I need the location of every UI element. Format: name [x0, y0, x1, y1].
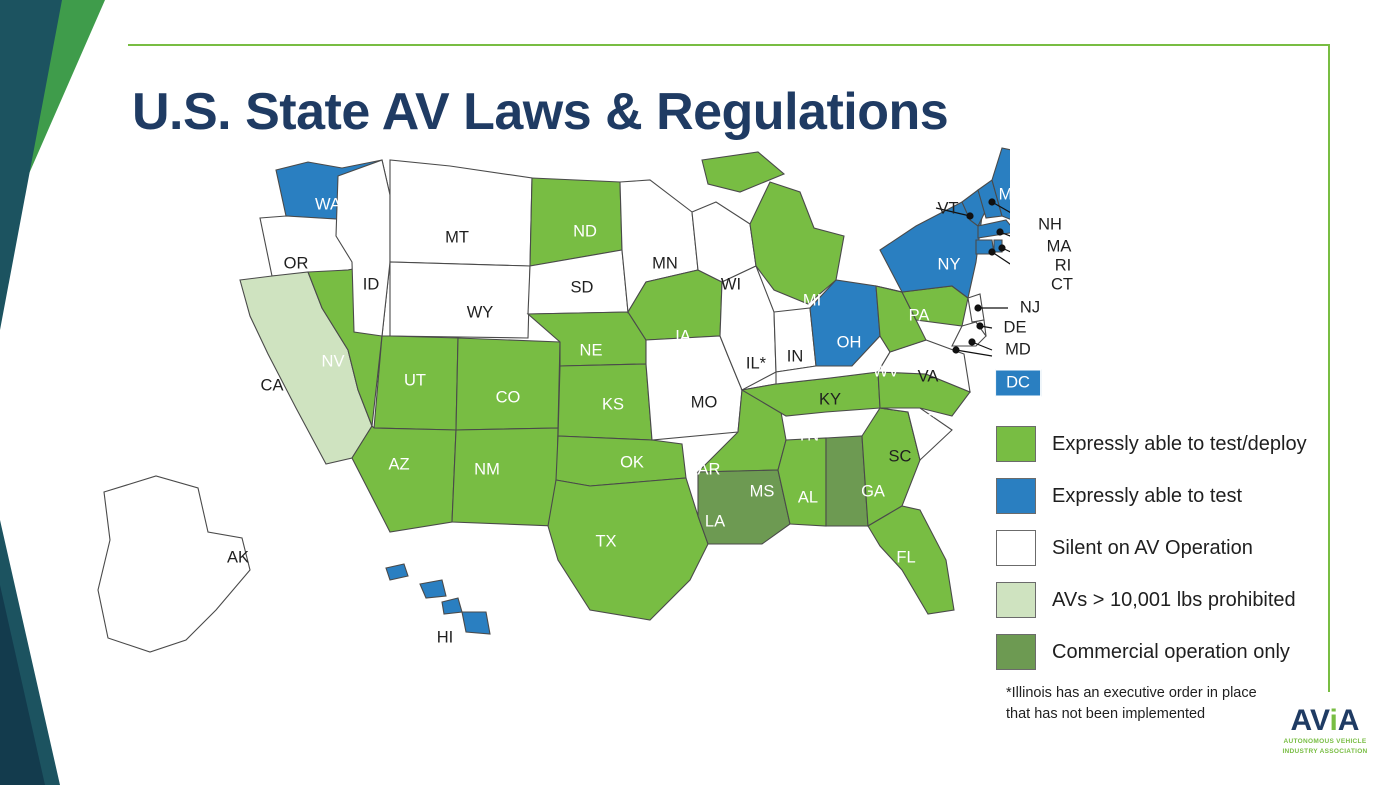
state-label-co: CO: [495, 388, 521, 407]
page-title: U.S. State AV Laws & Regulations: [132, 83, 949, 141]
state-shape-mt: [390, 160, 532, 266]
state-label-tx: TX: [595, 532, 617, 551]
state-label-va: VA: [917, 367, 939, 386]
legend-swatch-weight-limit: [996, 582, 1036, 618]
state-label-ks: KS: [601, 395, 625, 414]
map-legend: [996, 418, 1376, 678]
state-label-ms: MS: [749, 482, 775, 501]
state-label-de: DE: [1003, 318, 1027, 337]
state-label-tn: TN: [797, 426, 819, 445]
state-label-hi: HI: [436, 628, 454, 647]
legend-label-test-deploy: Expressly able to test/deploy: [1052, 432, 1307, 455]
state-label-nc: NC: [912, 411, 936, 430]
logo-subtitle-line1: AUTONOMOUS VEHICLE: [1283, 738, 1367, 745]
state-label-nd: ND: [573, 222, 597, 241]
state-label-ne: NE: [579, 341, 603, 360]
state-label-ri: RI: [1054, 256, 1072, 275]
legend-label-commercial: Commercial operation only: [1052, 640, 1290, 663]
state-label-mo: MO: [690, 393, 718, 412]
state-label-az: AZ: [388, 455, 410, 474]
state-label-oh: OH: [836, 333, 862, 352]
state-label-wa: WA: [315, 195, 341, 214]
logo-mark-av: AV: [1290, 704, 1330, 737]
state-label-mn: MN: [652, 254, 678, 273]
legend-label-weight-limit: AVs > 10,001 lbs prohibited: [1052, 588, 1296, 611]
state-label-nm: NM: [474, 460, 500, 479]
legend-label-silent: Silent on AV Operation: [1052, 536, 1253, 559]
avia-logo: [1270, 706, 1380, 757]
legend-swatch-commercial: [996, 634, 1036, 670]
state-label-sc: SC: [888, 447, 912, 466]
state-label-nv: NV: [321, 352, 345, 371]
us-map: [90, 140, 1073, 680]
state-label-ca: CA: [260, 376, 284, 395]
state-label-mi: MI: [802, 291, 822, 310]
state-shape-la: [698, 470, 790, 544]
state-label-ct: CT: [1051, 275, 1073, 294]
legend-item-test-deploy: [996, 418, 1376, 470]
state-label-ak: AK: [226, 548, 250, 567]
state-shape-hi1: [386, 564, 408, 580]
footnote: *Illinois has an executive order in place that has not been implemented: [1006, 685, 1257, 723]
legend-item-weight-limit: [996, 574, 1376, 626]
logo-subtitle-line2: INDUSTRY ASSOCIATION: [1282, 748, 1368, 756]
state-shape-al: [826, 436, 868, 526]
state-label-wi: WI: [720, 275, 742, 294]
state-label-nj: NJ: [1019, 298, 1041, 317]
state-label-in: IN: [786, 347, 804, 366]
state-label-me: ME: [998, 185, 1024, 204]
state-shape-hi3: [442, 598, 462, 614]
state-label-ia: IA: [675, 327, 691, 346]
logo-wordmark: [1270, 706, 1380, 736]
state-label-md: MD: [1005, 340, 1031, 359]
logo-mark-i: i: [1329, 704, 1338, 737]
state-label-il: IL*: [745, 354, 767, 373]
state-label-ma: MA: [1046, 237, 1072, 256]
legend-item-silent: [996, 522, 1376, 574]
legend-swatch-silent: [996, 530, 1036, 566]
state-shape-az: [352, 426, 456, 532]
state-label-sd: SD: [570, 278, 594, 297]
state-shape-nm: [452, 428, 558, 526]
state-label-wy: WY: [466, 303, 494, 322]
legend-swatch-test: [996, 478, 1036, 514]
state-shape-ma: [978, 220, 1010, 238]
state-label-mt: MT: [445, 228, 469, 247]
state-label-fl: FL: [896, 548, 916, 567]
state-label-ok: OK: [620, 453, 644, 472]
state-label-vt: VT: [937, 199, 959, 218]
legend-label-test: Expressly able to test: [1052, 484, 1243, 507]
state-label-ky: KY: [818, 390, 842, 409]
state-shape-hi2: [420, 580, 446, 598]
state-shape-wy: [390, 262, 530, 338]
state-label-or: OR: [283, 254, 309, 273]
state-label-ga: GA: [861, 482, 885, 501]
us-map-svg: [90, 140, 1010, 680]
state-shape-tx: [548, 478, 708, 620]
logo-mark-a: A: [1337, 704, 1360, 737]
legend-swatch-test-deploy: [996, 426, 1036, 462]
state-label-wv: WV: [872, 362, 900, 381]
state-label-al: AL: [797, 488, 819, 507]
state-label-ny: NY: [937, 255, 961, 274]
state-shape-co: [456, 338, 560, 430]
state-label-ut: UT: [404, 371, 426, 390]
state-label-la: LA: [704, 512, 726, 531]
state-label-dc: DC: [995, 370, 1041, 397]
state-label-ar: AR: [697, 460, 721, 479]
state-shape-hi4: [462, 612, 490, 634]
legend-item-commercial: [996, 626, 1376, 678]
state-label-id: ID: [362, 275, 380, 294]
legend-item-test: [996, 470, 1376, 522]
state-label-nh: NH: [1038, 215, 1062, 234]
state-label-pa: PA: [908, 306, 930, 325]
